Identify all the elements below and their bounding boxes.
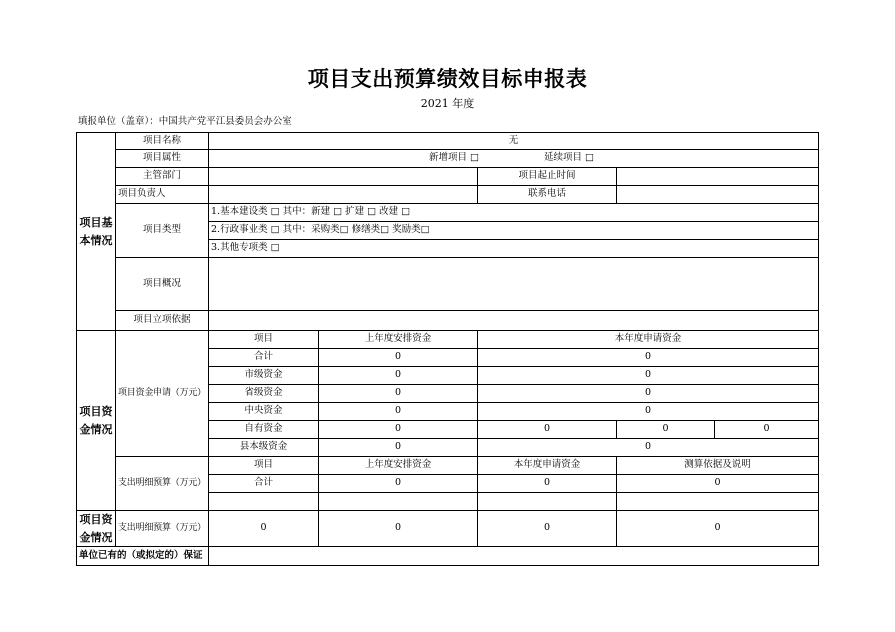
expenditure-current-empty: [478, 493, 617, 511]
summary-value-3: 0: [478, 511, 617, 547]
application-prev: 0: [319, 385, 478, 403]
guarantee-value: [209, 547, 819, 566]
row-leader: [77, 186, 819, 204]
application-current: 0: [478, 403, 819, 421]
project-overview-label: 项目概况: [116, 258, 209, 311]
project-attribute-options: [209, 150, 819, 168]
attribute-option-wrap: [209, 151, 818, 167]
leader-value: [209, 186, 478, 204]
application-prev: 0: [319, 421, 478, 439]
summary-value-2: 0: [319, 511, 478, 547]
application-current: 0: [478, 367, 819, 385]
project-attribute-label: 项目属性: [116, 150, 209, 168]
form-title: 项目支出预算绩效目标申报表: [307, 67, 588, 91]
attribute-continuing-option: 延续项目 □: [544, 151, 594, 163]
department-value: [209, 168, 478, 186]
project-basis-label: 项目立项依据: [116, 311, 209, 331]
application-item: 县本级资金: [209, 439, 319, 457]
application-current-split-3: 0: [715, 421, 819, 439]
section-label-funding: 项目资金情况: [77, 331, 116, 511]
row-project-attribute: [77, 150, 819, 168]
application-item: 自有资金: [209, 421, 319, 439]
application-item: 中央资金: [209, 403, 319, 421]
application-current-split-2: 0: [617, 421, 715, 439]
application-header-prev: 上年度安排资金: [319, 331, 478, 349]
form-year: 2021 年度: [420, 97, 475, 110]
attribute-new-option: 新增项目 □: [429, 151, 479, 163]
row-overview: [77, 258, 819, 311]
expenditure-prev-empty: [319, 493, 478, 511]
row-guarantee: [77, 547, 819, 566]
guarantee-label: 单位已有的（或拟定的）保证: [77, 547, 209, 566]
section-label-basic-info: 项目基本情况: [77, 133, 116, 331]
application-prev: 0: [319, 403, 478, 421]
row-expenditure-header: [77, 457, 819, 475]
application-current-split-1: 0: [478, 421, 617, 439]
expenditure-basis-empty: [617, 493, 819, 511]
expenditure-current: 0: [478, 475, 617, 493]
project-overview-value: [209, 258, 819, 311]
fund-application-label: 项目资金申请（万元）: [116, 331, 209, 457]
expenditure-item: 合计: [209, 475, 319, 493]
row-application-header: [77, 331, 819, 349]
row-project-name: [77, 133, 819, 150]
project-type-option-3: 3.其他专项类 □: [209, 240, 819, 258]
application-item: 市级资金: [209, 367, 319, 385]
expenditure-header-basis: 测算依据及说明: [617, 457, 819, 475]
period-label: 项目起止时间: [478, 168, 617, 186]
application-current: 0: [478, 385, 819, 403]
expenditure-header-item: 项目: [209, 457, 319, 475]
project-type-option-1: 1.基本建设类 □ 其中：新建 □ 扩建 □ 改建 □: [209, 204, 819, 222]
leader-label: 项目负责人: [116, 186, 209, 204]
application-header-current: 本年度申请资金: [478, 331, 819, 349]
department-label: 主管部门: [116, 168, 209, 186]
section-label-funding-summary: 项目资金情况: [77, 511, 116, 547]
expenditure-budget-label: 支出明细预算（万元）: [116, 457, 209, 511]
row-basis: [77, 311, 819, 331]
expenditure-header-current: 本年度申请资金: [478, 457, 617, 475]
period-value: [617, 168, 819, 186]
project-type-option-2: 2.行政事业类 □ 其中：采购类□ 修缮类□ 奖励类□: [209, 222, 819, 240]
application-current: 0: [478, 349, 819, 367]
reporting-unit: 填报单位（盖章）：中国共产党平江县委员会办公室: [78, 116, 292, 127]
budget-form-table: [76, 132, 819, 566]
phone-value: [617, 186, 819, 204]
application-header-item: 项目: [209, 331, 319, 349]
application-item: 省级资金: [209, 385, 319, 403]
application-item: 合计: [209, 349, 319, 367]
project-name-value: 无: [209, 133, 819, 150]
project-name-label: 项目名称: [116, 133, 209, 150]
summary-budget-label: 支出明细预算（万元）: [116, 511, 209, 547]
project-type-label: 项目类型: [116, 204, 209, 258]
application-prev: 0: [319, 439, 478, 457]
summary-value-1: 0: [209, 511, 319, 547]
row-funding-summary: [77, 511, 819, 547]
expenditure-basis: 0: [617, 475, 819, 493]
expenditure-header-prev: 上年度安排资金: [319, 457, 478, 475]
application-current: 0: [478, 439, 819, 457]
application-prev: 0: [319, 349, 478, 367]
row-department: [77, 168, 819, 186]
row-type-1: [77, 204, 819, 222]
application-prev: 0: [319, 367, 478, 385]
phone-label: 联系电话: [478, 186, 617, 204]
summary-value-4: 0: [617, 511, 819, 547]
expenditure-item-empty: [209, 493, 319, 511]
project-basis-value: [209, 311, 819, 331]
expenditure-prev: 0: [319, 475, 478, 493]
